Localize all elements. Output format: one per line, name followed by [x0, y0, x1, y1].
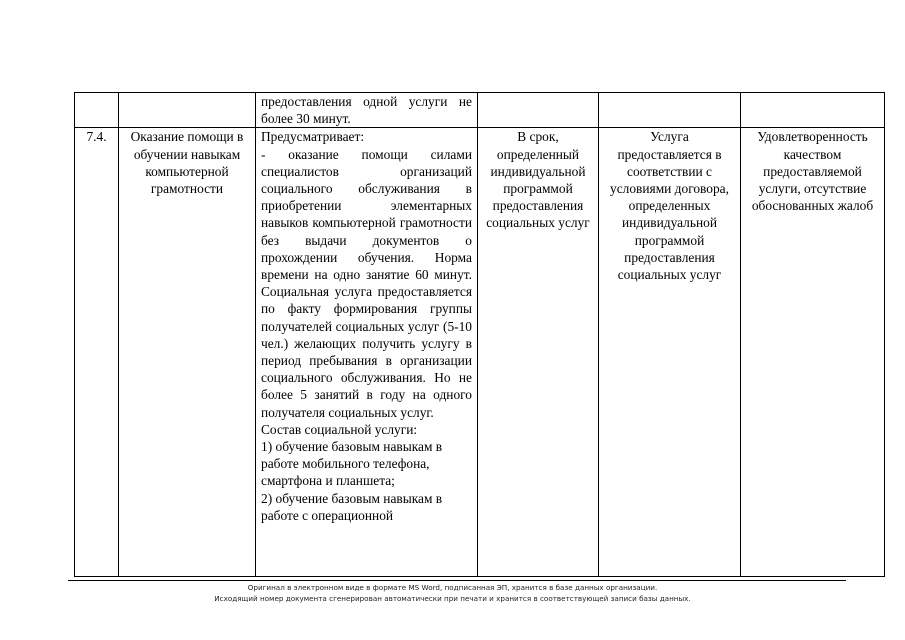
cell-name-empty — [119, 93, 256, 128]
footer-note-original: Оригинал в электронном виде в формате MS Word, подписанная ЭП, хранится в базе данных организации. — [247, 583, 658, 592]
cell-service-conditions: Услуга предоставляется в соответствии с условиями договора, определенных индивидуальной программой предоставления социальных услуг — [599, 128, 741, 577]
description-main: - оказание помощи силами специалистов организаций социального обслуживания в приобретении элементарных навыков компьютерной грамотности без выдачи документов о прохождении обучения. Норма времени на одно занятие 60 минут. Социальная услуга предоставляется по факту формирования группы получателей социальных услуг (5-10 чел.) желающих получить услугу в период пребывания в организации социального обслуживания. Но не более 5 занятий в году на одного получателя социальных услуг. — [261, 146, 472, 420]
cell-service-term: В срок, определенный индивидуальной программой предоставления социальных услуг — [478, 128, 599, 577]
table-row-service — [75, 128, 885, 577]
table-row-continuation — [75, 93, 885, 128]
cell-service-description — [256, 128, 478, 577]
cell-description-continuation: предоставления одной услуги не более 30 минут. — [256, 93, 478, 128]
description-intro: Предусматривает: — [261, 129, 365, 145]
cell-term-empty — [478, 93, 599, 128]
footer-divider — [68, 580, 846, 581]
cell-conditions-empty — [599, 93, 741, 128]
cell-service-quality: Удовлетворенность качеством предоставляемой услуги, отсутствие обоснованных жалоб — [741, 128, 885, 577]
description-list-item: 2) обучение базовым навыкам в работе с операционной — [261, 490, 443, 523]
description-list-item: 1) обучение базовым навыкам в работе мобильного телефона, смартфона и планшета; — [261, 439, 443, 489]
cell-service-name: Оказание помощи в обучении навыкам компьютерной грамотности — [119, 128, 256, 577]
footer-note-number: Исходящий номер документа сгенерирован автоматически при печати и хранится в соответствующей записи базы данных. — [214, 594, 691, 603]
description-list-heading: Состав социальной услуги: — [261, 421, 418, 437]
cell-quality-empty — [741, 93, 885, 128]
cell-number-empty — [75, 93, 119, 128]
services-table — [74, 92, 885, 577]
cell-service-number: 7.4. — [75, 128, 119, 577]
